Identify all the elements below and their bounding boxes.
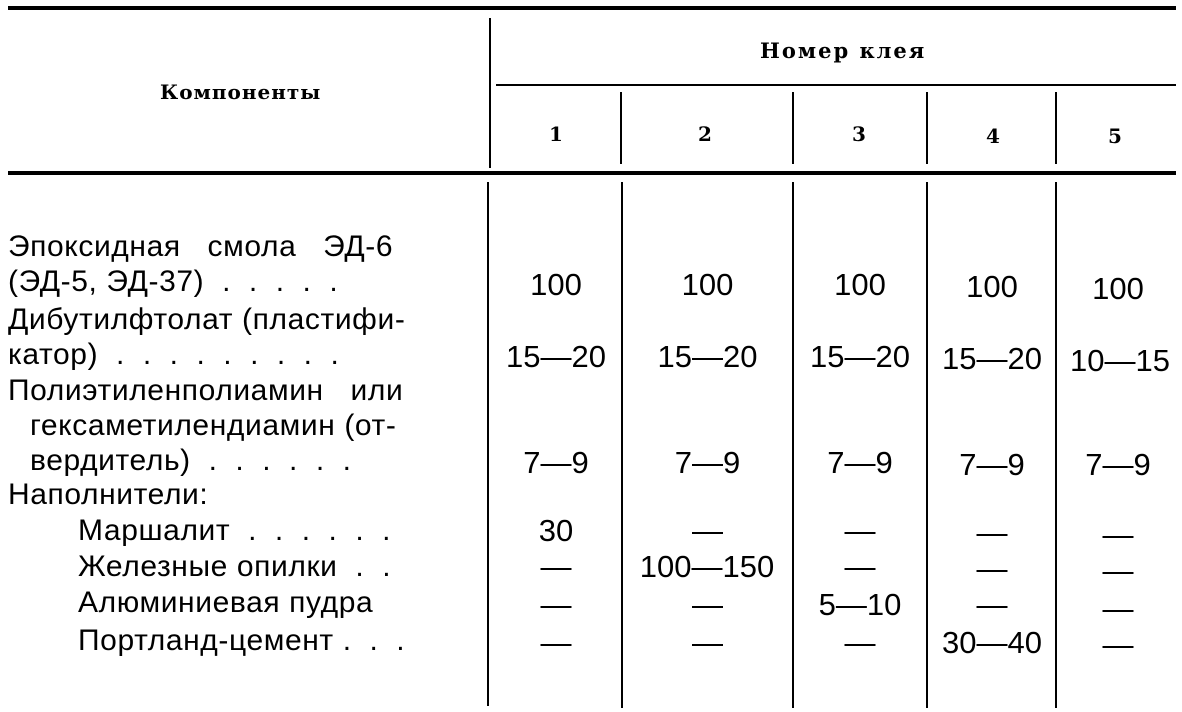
header-col-3: 3 [852, 122, 866, 146]
table-cell: — [540, 587, 572, 622]
header-divider-col-1-2 [620, 92, 622, 164]
table-cell: 30—40 [942, 625, 1042, 660]
body-divider-col-1-2 [621, 182, 623, 708]
top-rule [8, 6, 1176, 10]
table-cell: — [844, 513, 876, 548]
header-components: Компоненты [160, 80, 322, 104]
table-cell: 7—9 [959, 447, 1025, 482]
header-divider-col-3-4 [926, 92, 928, 164]
table-cell: 100 [530, 267, 582, 302]
table-cell: — [976, 515, 1008, 550]
header-col-5: 5 [1108, 124, 1122, 148]
row-label: Алюминиевая пудра [78, 586, 374, 619]
table-cell: 100 [834, 267, 886, 302]
header-bottom-rule [8, 171, 1176, 175]
header-divider-col-2-3 [792, 92, 794, 164]
row-label: Железные опилки . . [78, 550, 392, 583]
header-sub-rule [496, 84, 1176, 86]
table-cell: 7—9 [674, 445, 741, 480]
row-label: катор) . . . . . . . . . [8, 338, 340, 371]
table-cell: 5—10 [818, 587, 902, 622]
table-cell: 15—20 [942, 341, 1042, 376]
table-cell: — [692, 513, 723, 548]
table-cell: — [692, 587, 723, 622]
header-col-1: 1 [549, 122, 563, 146]
table-cell: — [844, 549, 876, 584]
row-label: Наполнители: [8, 478, 209, 511]
table-cell: 7—9 [523, 445, 589, 480]
table-cell: — [976, 587, 1008, 622]
row-label: Дибутилфтолат (пластифи- [8, 303, 406, 336]
table-cell: — [976, 551, 1008, 586]
row-label: (ЭД-5, ЭД-37) . . . . . [8, 265, 339, 298]
table-cell: — [844, 625, 876, 660]
table-cell: — [1102, 591, 1134, 626]
row-label: гексаметилендиамин (от- [30, 409, 397, 442]
row-label: Полиэтиленполиамин или [8, 374, 404, 407]
table-cell: 100 [1092, 271, 1144, 306]
row-label: Маршалит . . . . . . [78, 514, 392, 547]
header-glue-number: Номер клея [760, 38, 927, 63]
header-col-4: 4 [986, 124, 1000, 148]
table-cell: 30 [538, 513, 574, 548]
table-cell: 15—20 [810, 339, 910, 374]
table-cell: 100 [681, 267, 734, 302]
table-cell: 7—9 [1085, 447, 1151, 482]
row-label: вердитель) . . . . . . [30, 444, 352, 477]
row-label: Портланд-цемент . . . [78, 624, 406, 657]
body-divider-col-2-3 [792, 182, 794, 708]
table-cell: 100 [966, 269, 1018, 304]
table-cell: 10—15 [1070, 343, 1170, 378]
table-cell: — [692, 625, 723, 660]
table-cell: — [540, 625, 572, 660]
table-cell: 100—150 [639, 549, 775, 584]
table-cell: 15—20 [506, 339, 606, 374]
table-cell: 15—20 [657, 339, 758, 374]
header-col-2: 2 [698, 122, 712, 146]
table-cell: — [540, 549, 572, 584]
header-divider-components [489, 18, 491, 168]
row-label: Эпоксидная смола ЭД-6 [8, 230, 394, 263]
header-divider-col-4-5 [1055, 92, 1057, 164]
table-cell: — [1102, 517, 1134, 552]
body-divider-components [487, 182, 489, 706]
table-cell: — [1102, 553, 1134, 588]
table-cell: — [1102, 627, 1134, 662]
table-cell: 7—9 [827, 445, 893, 480]
